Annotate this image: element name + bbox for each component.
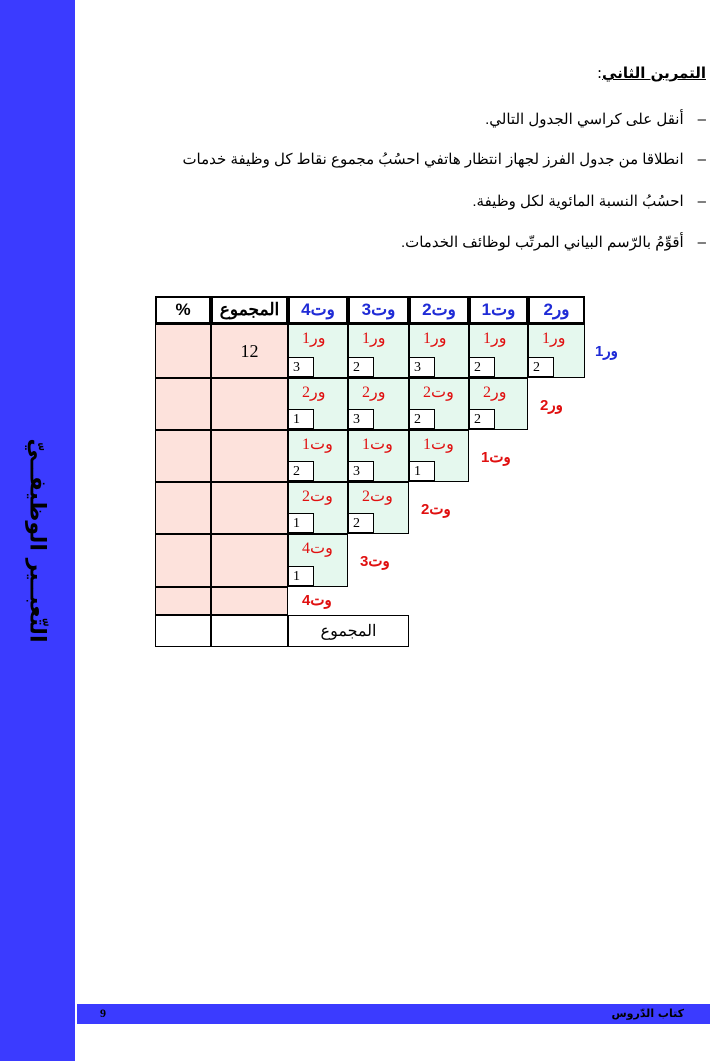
winner-label: ور1	[302, 330, 326, 347]
row-label: ور2	[540, 397, 563, 414]
winner-label: وت2	[302, 488, 333, 505]
score-box: 1	[288, 566, 314, 586]
score-box: 2	[348, 513, 374, 533]
winner-label: ور1	[483, 330, 507, 347]
table-header	[211, 296, 288, 324]
table-header-label: وت4	[301, 300, 335, 319]
table-header-label: وت1	[481, 300, 516, 319]
exercise-colon: :	[596, 64, 603, 82]
score-box: 1	[409, 461, 435, 481]
instruction-text: احسُبُ النسبة المائوية لكل وظيفة.	[472, 193, 684, 210]
percent-cell	[155, 430, 211, 482]
instruction-1	[485, 110, 706, 128]
table-header	[409, 296, 469, 324]
exercise-heading	[597, 64, 706, 82]
total-row-text: المجموع	[320, 623, 377, 640]
total-cell	[211, 587, 288, 615]
score-box: 2	[288, 461, 314, 481]
winner-label: وت4	[302, 540, 333, 557]
bullet-dash: –	[697, 151, 706, 168]
percent-cell	[155, 534, 211, 587]
score-box: 3	[409, 357, 435, 377]
instruction-text: أقوِّمُ بالرّسم البياني المرتّب لوظائف الخدمات.	[400, 234, 684, 251]
score-box: 3	[288, 357, 314, 377]
score-box: 2	[348, 357, 374, 377]
table-header-label: وت2	[422, 300, 456, 319]
winner-label: وت2	[423, 384, 454, 401]
instruction-text: أنقل على كراسي الجدول التالي.	[485, 111, 684, 128]
score-box: 1	[288, 513, 314, 533]
total-row-sum	[211, 615, 288, 647]
total-row-label	[288, 615, 409, 647]
total-row-percent	[155, 615, 211, 647]
table-header	[155, 296, 211, 324]
table-header-label: وت3	[361, 300, 396, 319]
score-box: 3	[348, 409, 374, 429]
winner-label: وت2	[362, 488, 393, 505]
instruction-2	[182, 150, 706, 168]
total-cell	[211, 534, 288, 587]
instruction-text: انطلاقا من جدول الفرز لجهاز انتظار هاتفي احسُبُ مجموع نقاط كل وظيفة خدمات	[182, 151, 684, 168]
table-header	[528, 296, 585, 324]
table-header-label: المجموع	[219, 300, 280, 319]
score-box: 2	[528, 357, 554, 377]
score-box: 2	[409, 409, 435, 429]
total-cell	[211, 430, 288, 482]
page-number: 9	[100, 1006, 106, 1020]
side-title	[6, 440, 68, 640]
bullet-dash: –	[697, 193, 706, 210]
total-value: 12	[240, 340, 259, 361]
winner-label: وت1	[302, 436, 333, 453]
table-header-label: ور2	[543, 300, 570, 319]
winner-label: ور2	[302, 384, 326, 401]
total-cell	[211, 324, 288, 378]
instruction-4	[401, 233, 706, 251]
score-box: 2	[469, 357, 495, 377]
percent-cell	[155, 482, 211, 534]
side-title-text: التّعبــير الوظيفــيّ	[24, 438, 50, 642]
winner-label: ور1	[362, 330, 386, 347]
table-header	[469, 296, 528, 324]
winner-label: وت1	[362, 436, 393, 453]
percent-cell	[155, 378, 211, 430]
row-label: ور1	[595, 343, 618, 360]
row-label: وت4	[302, 592, 332, 609]
score-box: 3	[348, 461, 374, 481]
row-label: وت1	[481, 449, 511, 466]
percent-cell	[155, 587, 211, 615]
total-cell	[211, 482, 288, 534]
winner-label: ور1	[542, 330, 566, 347]
row-label: وت2	[421, 501, 451, 518]
total-cell	[211, 378, 288, 430]
winner-label: وت1	[423, 436, 454, 453]
table-header-label: %	[175, 300, 191, 319]
winner-label: ور1	[423, 330, 447, 347]
winner-label: ور2	[483, 384, 507, 401]
bullet-dash: –	[697, 111, 706, 128]
score-box: 2	[469, 409, 495, 429]
table-header	[288, 296, 348, 324]
table-header	[348, 296, 409, 324]
row-label: وت3	[360, 553, 390, 570]
exercise-title: التمرين الثاني	[602, 64, 706, 82]
score-box: 1	[288, 409, 314, 429]
book-title: كتاب الدّروس	[611, 1007, 684, 1020]
bullet-dash: –	[697, 234, 706, 251]
percent-cell	[155, 324, 211, 378]
winner-label: ور2	[362, 384, 386, 401]
instruction-3	[472, 192, 706, 210]
